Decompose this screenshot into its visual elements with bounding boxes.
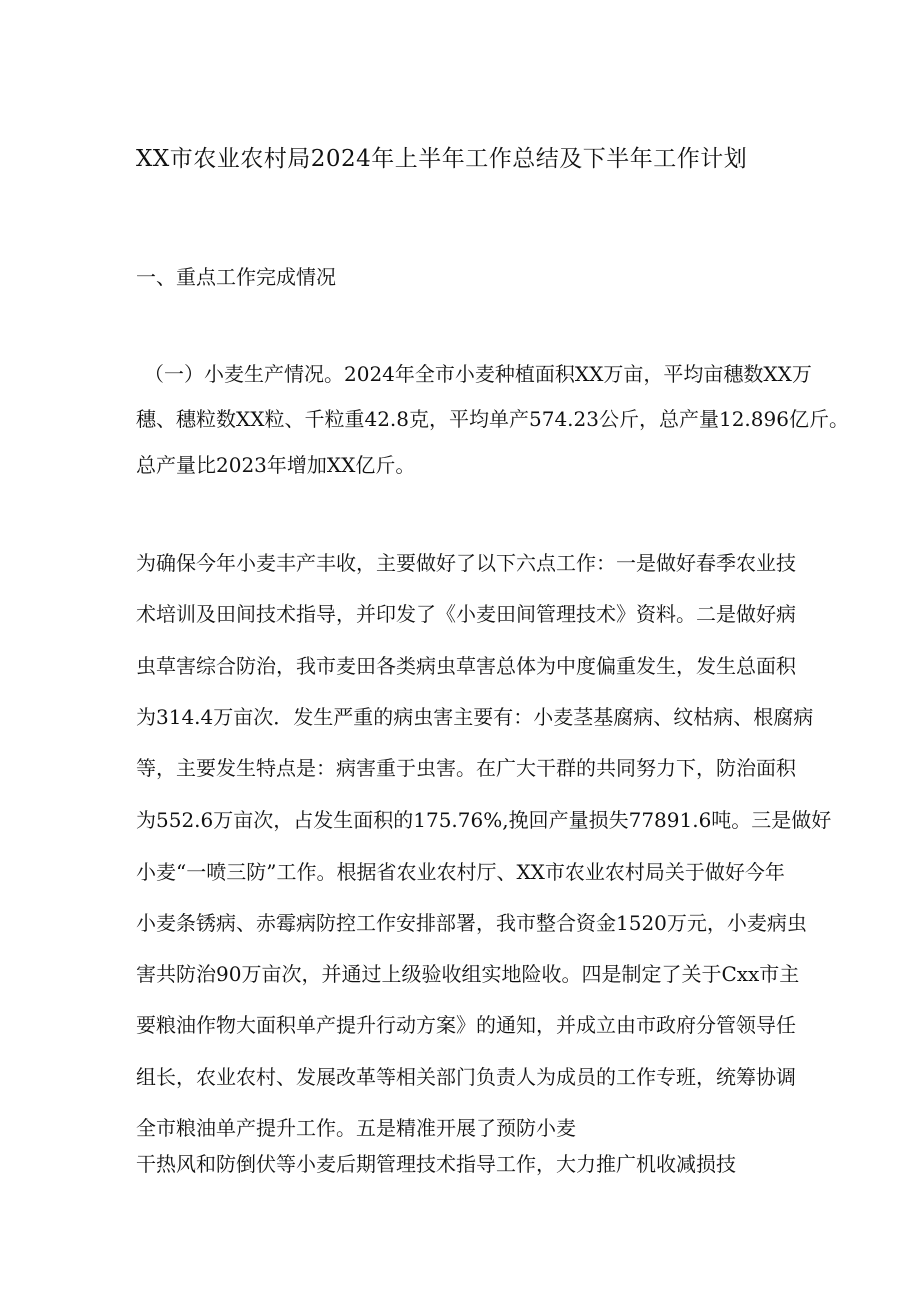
document-title: XX市农业农村局2024年上半年工作总结及下半年工作计划 xyxy=(136,146,748,172)
paragraph2-line: 组长，农业农村、发展改革等相关部门负责人为成员的工作专班，统筹协调 xyxy=(136,1065,796,1089)
paragraph2-line: 干热风和防倒伏等小麦后期管理技术指导工作，大力推广机收减损技 xyxy=(136,1152,736,1176)
paragraph2-line: 为314.4万亩次．发生严重的病虫害主要有：小麦茎基腐病、纹枯病、根腐病 xyxy=(136,705,814,729)
paragraph2-line: 小麦“一喷三防”工作。根据省农业农村厅、XX市农业农村局关于做好今年 xyxy=(136,860,785,884)
paragraph2-line: 为确保今年小麦丰产丰收，主要做好了以下六点工作：一是做好春季农业技 xyxy=(136,551,796,575)
paragraph2-line: 全市粮油单产提升工作。五是精准开展了预防小麦 xyxy=(136,1116,576,1140)
paragraph2-line: 为552.6万亩次，占发生面积的175.76%,挽回产量损失77891.6吨。三是做好 xyxy=(136,808,832,832)
paragraph1-line: （一）小麦生产情况。2024年全市小麦种植面积XX万亩，平均亩穗数XX万 xyxy=(144,362,812,386)
paragraph2-line: 害共防治90万亩次，并通过上级验收组实地险收。四是制定了关于Cxx市主 xyxy=(136,962,800,986)
section-heading: 一、重点工作完成情况 xyxy=(136,265,336,289)
paragraph2-line: 术培训及田间技术指导，并印发了《小麦田间管理技术》资料。二是做好病 xyxy=(136,602,796,626)
paragraph2-line: 小麦条锈病、赤霉病防控工作安排部署，我市整合资金1520万元，小麦病虫 xyxy=(136,911,807,935)
paragraph2-line: 等，主要发生特点是：病害重于虫害。在广大干群的共同努力下，防治面积 xyxy=(136,756,796,780)
paragraph1-line: 总产量比2023年增加XX亿斤。 xyxy=(136,453,416,477)
paragraph2-line: 虫草害综合防治，我市麦田各类病虫草害总体为中度偏重发生，发生总面积 xyxy=(136,654,796,678)
paragraph2-line: 要粮油作物大面积单产提升行动方案》的通知，并成立由市政府分管领导任 xyxy=(136,1013,796,1037)
paragraph1-line: 穗、穗粒数XX粒、千粒重42.8克，平均单产574.23公斤，总产量12.896亿斤。 xyxy=(136,407,849,431)
